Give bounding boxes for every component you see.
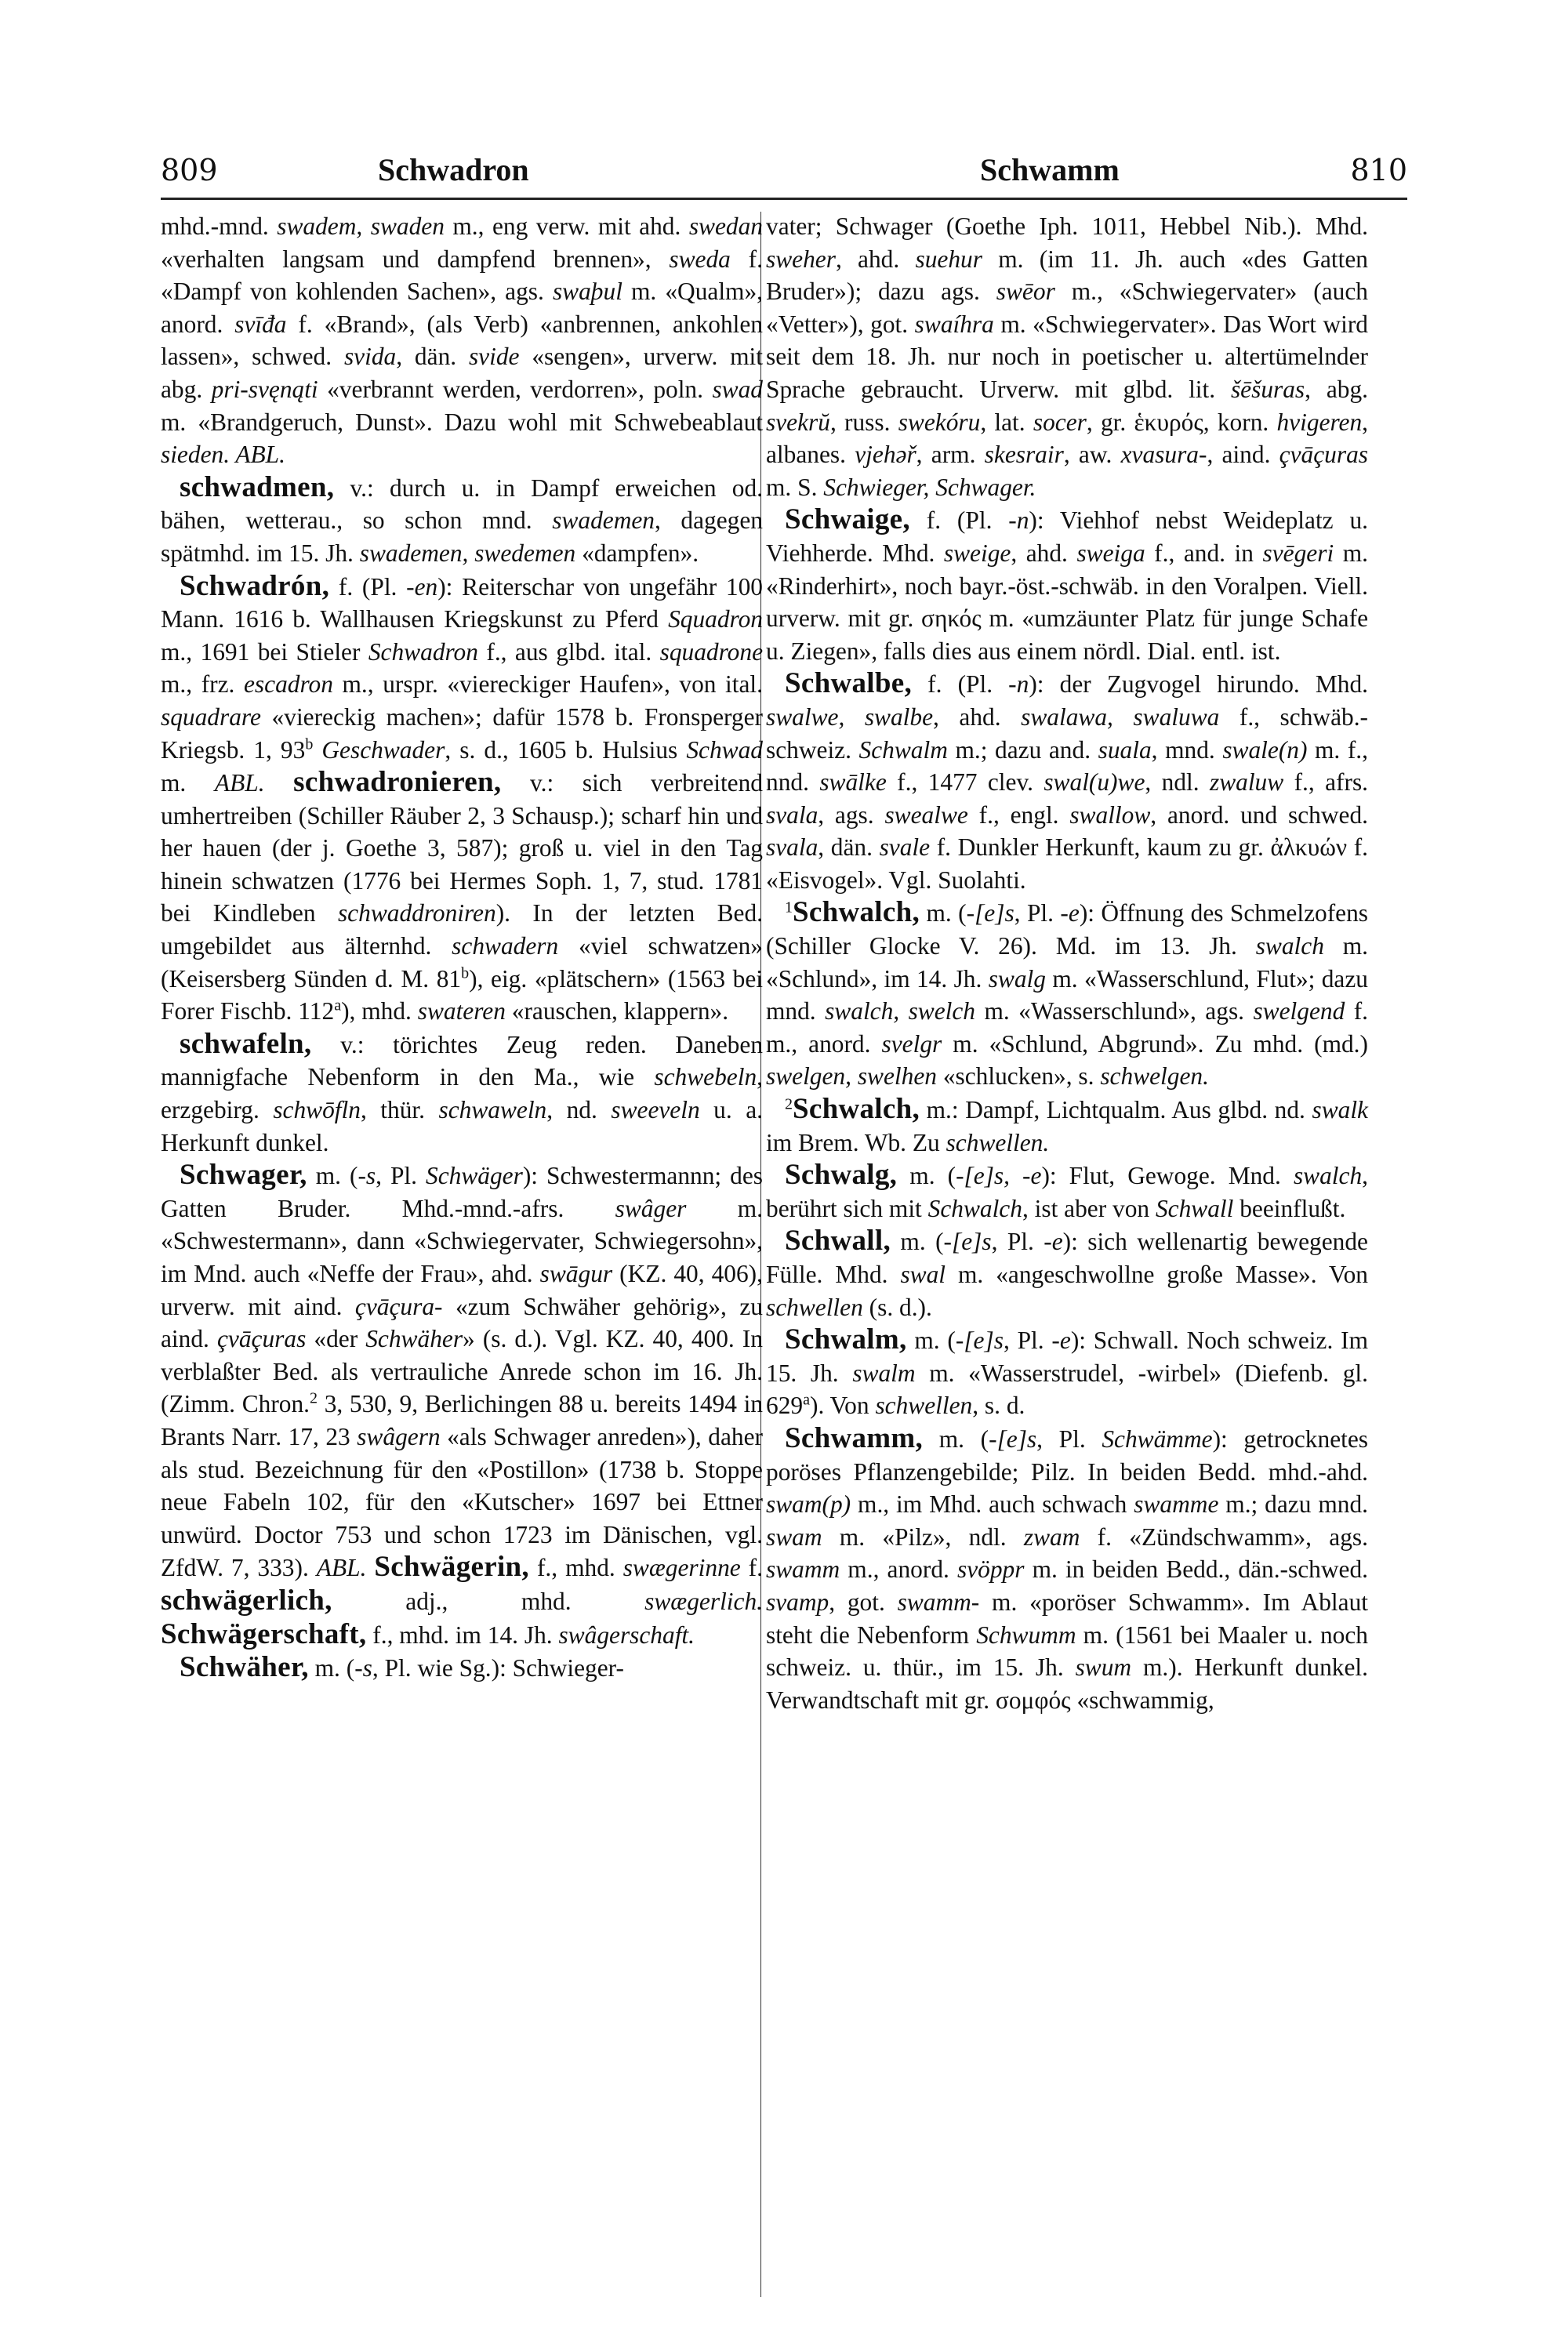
left-page-number: 809 <box>161 153 218 187</box>
right-running-head: Schwamm <box>980 152 1120 187</box>
entry-schwall: Schwall, m. (-[e]s, Pl. -e): sich wellenartig bewegende Fülle. Mhd. swal m. «angeschwollne große Masse». Von schwellen (s. d.). <box>766 1225 1368 1321</box>
entry-schwager: Schwager, m. (-s, Pl. Schwäger): Schwestermannn; des Gatten Bruder. Mhd.-mnd.-afrs. swâger m. «Schwestermann», dann «Schwiegervater, Schwiegersohn», im Mnd. auch «Neffe der Frau», ahd. swāgur (KZ. 40, 406), urverw. mit aind. çvāçura- «zum Schwäher gehörig», zu aind. çvāçuras «der Schwäher» (s. d.). Vgl. KZ. 40, 400. In verblaßter Bed. als vertrauliche Anrede schon im 16. Jh. (Zimm. Chron.$^2$ 3, 530, 9, Berlichingen 88 u. bereits 1494 in Brants Narr. 17, 23 swâgern «als Schwager anreden»), daher als stud. Bezeichnung für den «Postillon» (1738 b. Stoppe neue Fabeln 102, für den «Kutscher» 1697 bei Ettner unwürd. Doctor 753 und schon 1723 im Dänischen, vgl. ZfdW. 7, 333). ABL. Schwägerin, f., mhd. swægerinne f. schwägerlich, adj., mhd. swægerlich. Schwägerschaft, f., mhd. im 14. Jh. swâgerschaft. <box>161 1159 764 1650</box>
left-column <box>161 210 763 1685</box>
entry-schwaeher: Schwäher, m. (-s, Pl. wie Sg.): Schwieger- <box>180 1651 624 1684</box>
entry-schwalch-1: $^1$Schwalch, m. (-[e]s, Pl. -e): Öffnung des Schmelzofens (Schiller Glocke V. 26). Md. im 13. Jh. swalch m. «Schlund», im 14. Jh. swalg m. «Wasserschlund, Flut»; dazu mnd. swalch, swelch m. «Wasserschlund», ags. swelgend f. m., anord. svelgr m. «Schlund, Abgrund». Zu mhd. (md.) swelgen, swelhen «schlucken», s. schwelgen. <box>766 896 1369 1091</box>
entry-schwalbe: Schwalbe, f. (Pl. -n): der Zugvogel hirundo. Mhd. swalwe, swalbe, ahd. swalawa, swaluwa f., schwäb.-schweiz. Schwalm m.; dazu and. suala, mnd. swale(n) m. f., nnd. swālke f., 1477 clev. swal(u)we, ndl. zwaluw f., afrs. svala, ags. swealwe f., engl. swallow, anord. und schwed. svala, dän. svale f. Dunkler Herkunft, kaum zu gr. ἀλκυών f. «Eisvogel». Vgl. Suolahti. <box>766 667 1369 894</box>
entry-schwalm: Schwalm, m. (-[e]s, Pl. -e): Schwall. Noch schweiz. Im 15. Jh. swalm m. «Wasserstrudel, -wirbel» (Diefenb. gl. 629$^a$). Von schwellen, s. d. <box>766 1323 1368 1420</box>
right-column <box>766 210 1368 1716</box>
entry-schwadron: Schwadrón, f. (Pl. -en): Reiterschar von ungefähr 100 Mann. 1616 b. Wallhausen Kriegskunst zu Pferd Squadron m., 1691 bei Stieler Schwadron f., aus glbd. ital. squadrone m., frz. escadron m., urspr. «viereckiger Haufen», von ital. squadrare «viereckig machen»; dafür 1578 b. Fronsperger Kriegsb. 1, 93$^b$ Geschwader, s. d., 1605 b. Hulsius Schwad m. ABL. schwadronieren, v.: sich verbreitend umhertreiben (Schiller Räuber 2, 3 Schausp.); scharf hin und her hauen (der j. Goethe 3, 587); groß u. viel in den Tag hinein schwatzen (1776 bei Hermes Soph. 1, 7, stud. 1781 bei Kindleben schwaddroniren). In der letzten Bed. umgebildet aus älternhd. schwadern «viel schwatzen» (Keisersberg Sünden d. M. 81$^b$), eig. «plätschern» (1563 bei Forer Fischb. 112$^a$), mhd. swateren «rauschen, klappern». <box>161 569 764 1025</box>
page-header <box>161 146 1407 194</box>
left-running-head: Schwadron <box>378 152 529 187</box>
entry-schwaige: Schwaige, f. (Pl. -n): Viehhof nebst Weideplatz u. Viehherde. Mhd. sweige, ahd. sweiga f., and. in svēgeri m. «Rinderhirt», noch bayr.-öst.-schwäb. in den Voralpen. Viell. urverw. mit gr. σηκός m. «umzäunter Platz für junge Schafe u. Ziegen», falls dies aus einem nördl. Dial. entl. ist. <box>766 503 1368 665</box>
entry-schwalch-2: $^2$Schwalch, m.: Dampf, Lichtqualm. Aus glbd. nd. swalk im Brem. Wb. Zu schwellen. <box>766 1093 1368 1156</box>
entry-continuation: mhd.-mnd. swadem, swaden m., eng verw. mit ahd. swedan «verhalten langsam und dampfend brennen», sweda f. «Dampf von kohlenden Sachen», ags. swaþul m. «Qualm», anord. svīđa f. «Brand», (als Verb) «anbrennen, ankohlen lassen», schwed. svida, dän. svide «sengen», urverw. mit abg. pri-svęnąti «verbrannt werden, verdorren», poln. swad m. «Brandgeruch, Dunst». Dazu wohl mit Schwebeablaut sieden. ABL. <box>161 212 764 469</box>
entry-continuation-schwaeher: vater; Schwager (Goethe Iph. 1011, Hebbel Nib.). Mhd. sweher, ahd. suehur m. (im 11. Jh. auch «des Gatten Bruder»); dazu ags. swēor m., «Schwiegervater» (auch «Vetter»), got. swaíhra m. «Schwiegervater». Das Wort wird seit dem 18. Jh. nur noch in poetischer u. altertümelnder Sprache gebraucht. Urverw. mit glbd. lit. šēšuras, abg. svekrŭ, russ. swekóru, lat. socer, gr. ἑκυρός, korn. hvigeren, albanes. vjehəř, arm. skesrair, aw. xvasura-, aind. çvāçuras m. S. Schwieger, Schwager. <box>766 212 1369 501</box>
header-rule <box>161 198 1407 200</box>
entry-schwalg: Schwalg, m. (-[e]s, -e): Flut, Gewoge. Mnd. swalch, berührt sich mit Schwalch, ist aber von Schwall beeinflußt. <box>766 1159 1368 1222</box>
entry-schwadmen: schwadmen, v.: durch u. in Dampf erweichen od. bähen, wetterau., so schon mnd. swademen, dagegen spätmhd. im 15. Jh. swademen, swedemen «dampfen». <box>161 470 763 567</box>
right-page-number: 810 <box>1350 153 1407 187</box>
entry-schwafeln: schwafeln, v.: törichtes Zeug reden. Daneben mannigfache Nebenform in den Ma., wie schwebeln, erzgebirg. schwōfln, thür. schwaweln, nd. sweeveln u. a. Herkunft dunkel. <box>161 1027 764 1156</box>
entry-schwamm: Schwamm, m. (-[e]s, Pl. Schwämme): getrocknetes poröses Pflanzengebilde; Pilz. In beiden Bedd. mhd.-ahd. swam(p) m., im Mhd. auch schwach swamme m.; dazu mnd. swam m. «Pilz», ndl. zwam f. «Zündschwamm», ags. swamm m., anord. svöppr m. in beiden Bedd., dän.-schwed. svamp, got. swamm- m. «poröser Schwamm». Im Ablaut steht die Nebenform Schwumm m. (1561 bei Maaler u. noch schweiz. u. thür., im 15. Jh. swum m.). Herkunft dunkel. Verwandtschaft mit gr. σομφός «schwammig, <box>766 1421 1369 1714</box>
